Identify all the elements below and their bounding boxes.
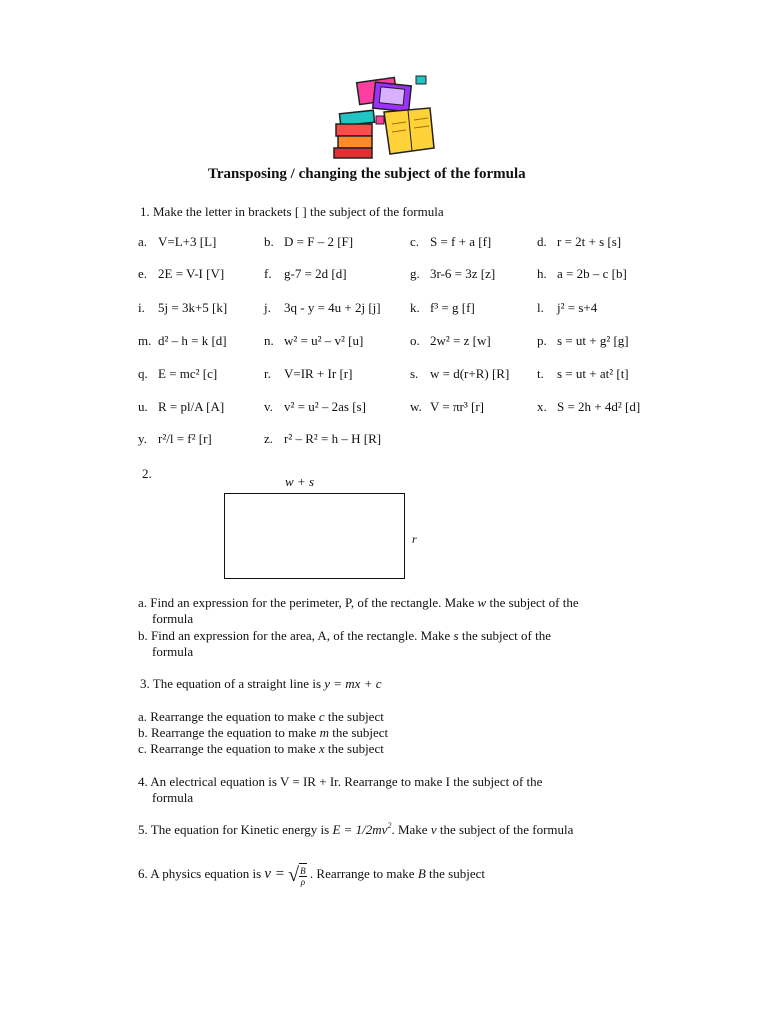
formula-item: z. r² – R² = h – H [R] — [264, 431, 382, 446]
formula-item: r. V=IR + Ir [r] — [264, 366, 353, 381]
grid-row — [138, 333, 678, 353]
fraction-b-over-rho: $\frac{B}{\rho}$ — [300, 866, 306, 888]
formula-item: w. V = πr³ [r] — [410, 399, 485, 414]
formula-item: b. D = F – 2 [F] — [264, 234, 354, 249]
formula-item: u. R = pl/A [A] — [138, 399, 225, 414]
page-title: Transposing / changing the subject of the formula — [208, 166, 526, 182]
square-root-icon: √ — [288, 864, 300, 887]
formula-item: d. r = 2t + s [s] — [537, 234, 622, 249]
question-1-prompt: 1. Make the letter in brackets [ ] the subject of the formula — [140, 204, 444, 219]
formula-item: t. s = ut + at² [t] — [537, 366, 629, 381]
formula-item: i. 5j = 3k+5 [k] — [138, 300, 228, 315]
formula-item: n. w² = u² – v² [u] — [264, 333, 364, 348]
question-2b: b. Find an expression for the area, A, of the rectangle. Make s the subject of the formula — [138, 628, 551, 659]
rectangle-diagram — [224, 493, 405, 579]
formula-item: l. j² = s+4 — [537, 300, 598, 315]
grid-row — [138, 266, 678, 286]
formula-item: x. S = 2h + 4d² [d] — [537, 399, 641, 414]
books-clipart-icon — [330, 72, 440, 162]
question-5: 5. The equation for Kinetic energy is $E = 1/2mv^2$. Make v the subject of the formula — [138, 821, 574, 837]
grid-row — [138, 234, 678, 254]
formula-item: a. V=L+3 [L] — [138, 234, 217, 249]
formula-item: q. E = mc² [c] — [138, 366, 218, 381]
grid-row — [138, 366, 678, 386]
rectangle-width-label: w + s — [285, 474, 315, 489]
question-2-number: 2. — [142, 466, 152, 481]
formula-item: j. 3q - y = 4u + 2j [j] — [264, 300, 381, 315]
formula-item: e. 2E = V-I [V] — [138, 266, 225, 281]
question-4: 4. An electrical equation is V = IR + Ir. Rearrange to make I the subject of the formula — [138, 774, 543, 805]
formula-item: c. S = f + a [f] — [410, 234, 492, 249]
formula-item: y. r²/l = f² [r] — [138, 431, 212, 446]
formula-item: p. s = ut + g² [g] — [537, 333, 629, 348]
grid-row — [138, 300, 678, 320]
formula-item: o. 2w² = z [w] — [410, 333, 491, 348]
formula-item: h. a = 2b – c [b] — [537, 266, 627, 281]
formula-item: v. v² = u² – 2as [s] — [264, 399, 366, 414]
rectangle-height-label: r — [412, 532, 417, 546]
formula-item: m. d² – h = k [d] — [138, 333, 227, 348]
grid-row — [138, 399, 678, 419]
question-3-parts: a. Rearrange the equation to make c the subject b. Rearrange the equation to make m the subject c. Rearrange the equation to make x the subject — [138, 709, 389, 756]
formula-item: f. g-7 = 2d [d] — [264, 266, 347, 281]
question-2a: a. Find an expression for the perimeter, P, of the rectangle. Make w the subject of the formula — [138, 595, 579, 626]
formula-item: k. f³ = g [f] — [410, 300, 475, 315]
grid-row — [138, 431, 678, 451]
formula-item: s. w = d(r+R) [R] — [410, 366, 510, 381]
question-3-intro: 3. The equation of a straight line is y = mx + c — [140, 676, 382, 691]
question-6: 6. A physics equation is v = √ $\frac{B}{\rho}$ . Rearrange to make B the subject — [138, 864, 486, 888]
formula-item: g. 3r-6 = 3z [z] — [410, 266, 496, 281]
